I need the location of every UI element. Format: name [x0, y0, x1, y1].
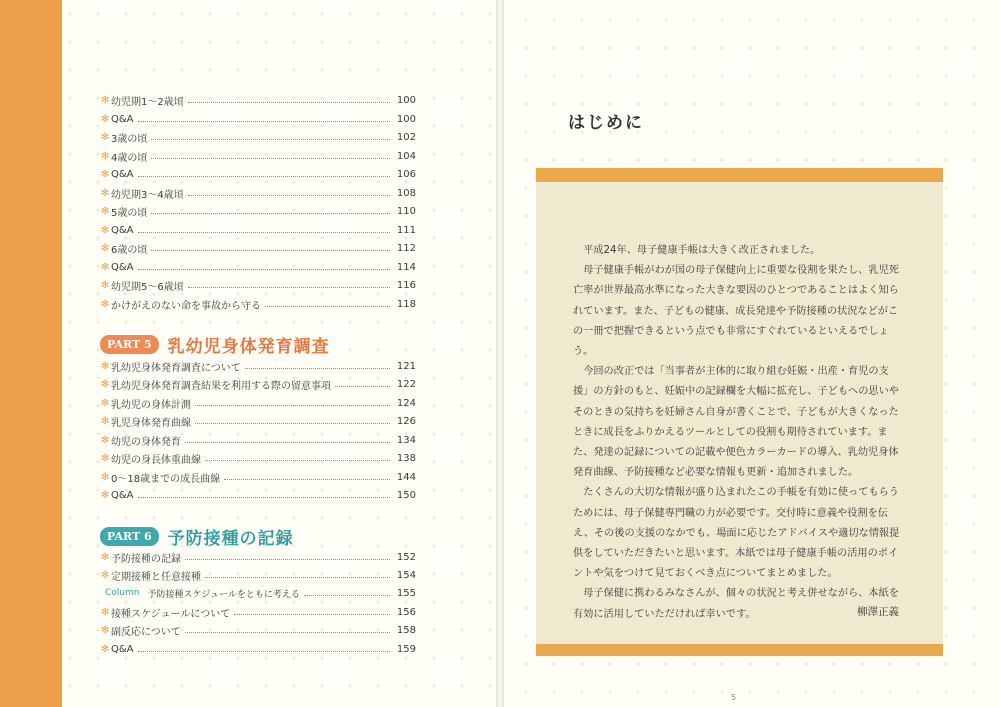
toc-entry-page: 100: [396, 94, 416, 106]
bullet-icon: ✻: [101, 360, 110, 372]
toc-entry-title: 3歳の頃: [111, 133, 148, 145]
toc-entry-page: 111: [396, 224, 416, 236]
bullet-icon: ✻: [101, 569, 110, 581]
bullet-icon: ✻: [101, 415, 110, 427]
toc-entry-page: 144: [396, 471, 416, 483]
toc-entry[interactable]: [101, 110, 416, 128]
toc-entry[interactable]: [101, 468, 416, 486]
toc-entry[interactable]: [101, 357, 416, 375]
toc-entry[interactable]: [101, 221, 416, 239]
bullet-icon: ✻: [101, 643, 110, 655]
toc-entry-page: 108: [396, 187, 416, 199]
toc-entry-page: 121: [396, 360, 416, 372]
toc-entry-page: 155: [396, 587, 416, 599]
dot-leader: [151, 139, 390, 140]
toc-entry-page: 152: [396, 551, 416, 563]
part6-heading[interactable]: [100, 524, 294, 549]
toc-entry-title: 接種スケジュールについて: [111, 608, 231, 620]
toc-entry[interactable]: [101, 566, 416, 584]
column-label: Column: [105, 588, 140, 598]
toc-entry-page: 156: [396, 606, 416, 618]
bullet-icon: ✻: [101, 452, 110, 464]
dot-leader: [205, 460, 390, 461]
toc-entry-page: 159: [396, 643, 416, 655]
toc-entry[interactable]: [101, 449, 416, 467]
toc-entry-page: 158: [396, 624, 416, 636]
bullet-icon: ✻: [101, 279, 110, 291]
bullet-icon: ✻: [101, 113, 110, 125]
toc-entry[interactable]: [101, 202, 416, 220]
dot-leader: [138, 121, 390, 122]
toc-entry-title: 0～18歳までの成長曲線: [111, 473, 221, 485]
toc-entry[interactable]: [101, 184, 416, 202]
toc-entry-title: 幼児の身体発育: [111, 436, 181, 448]
toc-entry-title: 乳児身体発育曲線: [111, 417, 191, 429]
toc-entry-page: 102: [396, 131, 416, 143]
toc-entry-title: 乳幼児身体発育調査について: [111, 362, 241, 374]
toc-entry-page: 122: [396, 378, 416, 390]
toc-entry-title: 副反応について: [111, 626, 181, 638]
bullet-icon: ✻: [101, 168, 110, 180]
dot-leader: [188, 102, 390, 103]
toc-entry[interactable]: [101, 548, 416, 566]
dot-leader: [245, 368, 390, 369]
toc-entry[interactable]: [101, 621, 416, 639]
intro-paragraph: 母子保健に携わるみなさんが、個々の状況と考え併せながら、本紙を有効に活用していただければ幸いです。: [573, 588, 899, 620]
dot-leader: [185, 442, 390, 443]
toc-entry-title: 6歳の頃: [111, 244, 148, 256]
intro-body: [573, 241, 903, 625]
toc-entry-title: Q&A: [111, 261, 134, 273]
toc-entry-title: 4歳の頃: [111, 152, 148, 164]
toc-entry-title: 乳幼児の身体計測: [111, 399, 191, 411]
toc-entry-title: 幼児期3～4歳頃: [111, 189, 184, 201]
toc-entry-title: Q&A: [111, 643, 134, 655]
toc-entry-page: 126: [396, 415, 416, 427]
toc-entry-page: 100: [396, 113, 416, 125]
toc-entry[interactable]: [101, 258, 416, 276]
dot-leader: [138, 269, 390, 270]
dot-leader: [304, 595, 390, 596]
book-gutter: [496, 0, 504, 707]
intro-paragraph: たくさんの大切な情報が盛り込まれたこの手帳を有効に使ってもらうためには、母子保健専門職の力が必要です。交付時に意義や役割を伝え、その後の支援のなかでも、場面に応じたアドバイスや適切な情報提供をしていただきたいと思います。本紙では母子健康手帳の活用のポイントや気をつけて見ておくべき点についてまとめました。: [573, 487, 900, 580]
toc-entry-title: 幼児期5～6歳頃: [111, 281, 184, 293]
toc-entry[interactable]: [101, 603, 416, 621]
bullet-icon: ✻: [101, 150, 110, 162]
toc-entry[interactable]: [101, 412, 416, 430]
dot-leader: [195, 423, 390, 424]
toc-entry-page: 110: [396, 205, 416, 217]
toc-entry-column[interactable]: [101, 584, 416, 602]
toc-entry-page: 124: [396, 397, 416, 409]
bullet-icon: ✻: [101, 551, 110, 563]
bullet-icon: ✻: [101, 378, 110, 390]
toc-entry-title: 乳幼児身体発育調査結果を利用する際の留意事項: [111, 380, 331, 392]
toc-entry-title: Q&A: [111, 113, 134, 125]
intro-heading: はじめに: [568, 113, 644, 133]
dot-leader: [195, 405, 390, 406]
toc-entry-page: 116: [396, 279, 416, 291]
part6-badge: PART 6: [100, 527, 159, 546]
dot-leader: [224, 479, 390, 480]
toc-entry-title: 定期接種と任意接種: [111, 571, 201, 583]
dot-leader: [138, 232, 390, 233]
dot-leader: [188, 287, 390, 288]
toc-entry[interactable]: [101, 239, 416, 257]
toc-entry-page: 150: [396, 489, 416, 501]
toc-entry-page: 118: [396, 298, 416, 310]
toc-entry[interactable]: [101, 640, 416, 658]
intro-paragraph: 母子健康手帳がわが国の母子保健向上に重要な役割を果たし、乳児死亡率が世界最高水準になった大きな要因のひとつであることはよく知られています。また、子どもの健康、成長発達や予防接種の状況などがこの一冊で把握できるという点でも非常にすぐれているといえるでしょう。: [573, 265, 899, 358]
toc-entry-page: 138: [396, 452, 416, 464]
dot-leader: [205, 577, 390, 578]
bullet-icon: ✻: [101, 242, 110, 254]
dot-leader: [138, 497, 390, 498]
toc-entry[interactable]: [101, 91, 416, 109]
toc-entry[interactable]: [101, 147, 416, 165]
toc-entry-title: 幼児の身長体重曲線: [111, 454, 201, 466]
toc-entry-title: 5歳の頃: [111, 207, 148, 219]
toc-entry-title: Q&A: [111, 224, 134, 236]
dot-leader: [138, 176, 390, 177]
part5-title: 乳幼児身体発育調査: [167, 337, 330, 357]
intro-paragraph: 今回の改正では「当事者が主体的に取り組む妊娠・出産・育児の支援」の方針のもと、妊娠中の記録欄を大幅に拡充し、子どもへの思いやそのときの気持ちを妊婦さん自身が書くことで、子どもが大きくなったときに成長をふりかえるツールとしての役割も期待されています。また、発達の記録についての記載や便色カラーカードの導入、乳幼児身体発育曲線、予防接種など必要な情報も更新・追加されました。: [573, 366, 899, 479]
part6-title: 予防接種の記録: [167, 529, 294, 549]
part5-badge: PART 5: [100, 335, 159, 354]
bullet-icon: ✻: [101, 434, 110, 446]
dot-leader: [151, 213, 390, 214]
toc-entry[interactable]: [101, 165, 416, 183]
toc-entry-title: 幼児期1～2歳頃: [111, 96, 184, 108]
bullet-icon: ✻: [101, 624, 110, 636]
dot-leader: [234, 614, 390, 615]
author-name: 柳澤正義: [857, 606, 899, 618]
bullet-icon: ✻: [101, 187, 110, 199]
toc-entry[interactable]: [101, 128, 416, 146]
dot-leader: [185, 632, 390, 633]
toc-entry-page: 112: [396, 242, 416, 254]
part5-heading[interactable]: [100, 332, 330, 357]
intro-panel: [536, 168, 943, 656]
toc-entry-page: 134: [396, 434, 416, 446]
bullet-icon: ✻: [101, 261, 110, 273]
intro-paragraph: 平成24年、母子健康手帳は大きく改正されました。: [583, 245, 821, 256]
toc-entry-title: 予防接種スケジュールをともに考える: [147, 589, 300, 600]
toc-entry-page: 114: [396, 261, 416, 273]
toc-entry[interactable]: [101, 486, 416, 504]
bullet-icon: ✻: [101, 298, 110, 310]
dot-leader: [185, 559, 390, 560]
toc-entry-title: 予防接種の記録: [111, 553, 181, 565]
bullet-icon: ✻: [101, 224, 110, 236]
dot-leader: [335, 386, 390, 387]
toc-entry[interactable]: [101, 375, 416, 393]
dot-leader: [138, 651, 390, 652]
bullet-icon: ✻: [101, 205, 110, 217]
toc-entry-title: Q&A: [111, 489, 134, 501]
bullet-icon: ✻: [101, 489, 110, 501]
bullet-icon: ✻: [101, 131, 110, 143]
dot-leader: [188, 195, 390, 196]
page-number: 5: [731, 693, 737, 702]
toc-entry[interactable]: [101, 394, 416, 412]
orange-edge-strip: [0, 0, 62, 707]
toc-entry-page: 154: [396, 569, 416, 581]
bullet-icon: ✻: [101, 471, 110, 483]
dot-leader: [151, 158, 390, 159]
toc-entry-title: Q&A: [111, 168, 134, 180]
toc-entry[interactable]: [101, 295, 416, 313]
bullet-icon: ✻: [101, 606, 110, 618]
bullet-icon: ✻: [101, 94, 110, 106]
dot-leader: [265, 306, 390, 307]
toc-entry-page: 106: [396, 168, 416, 180]
dot-leader: [151, 250, 390, 251]
toc-entry[interactable]: [101, 276, 416, 294]
toc-entry-title: かけがえのない命を事故から守る: [111, 300, 261, 312]
toc-entry-page: 104: [396, 150, 416, 162]
bullet-icon: ✻: [101, 397, 110, 409]
toc-entry[interactable]: [101, 431, 416, 449]
